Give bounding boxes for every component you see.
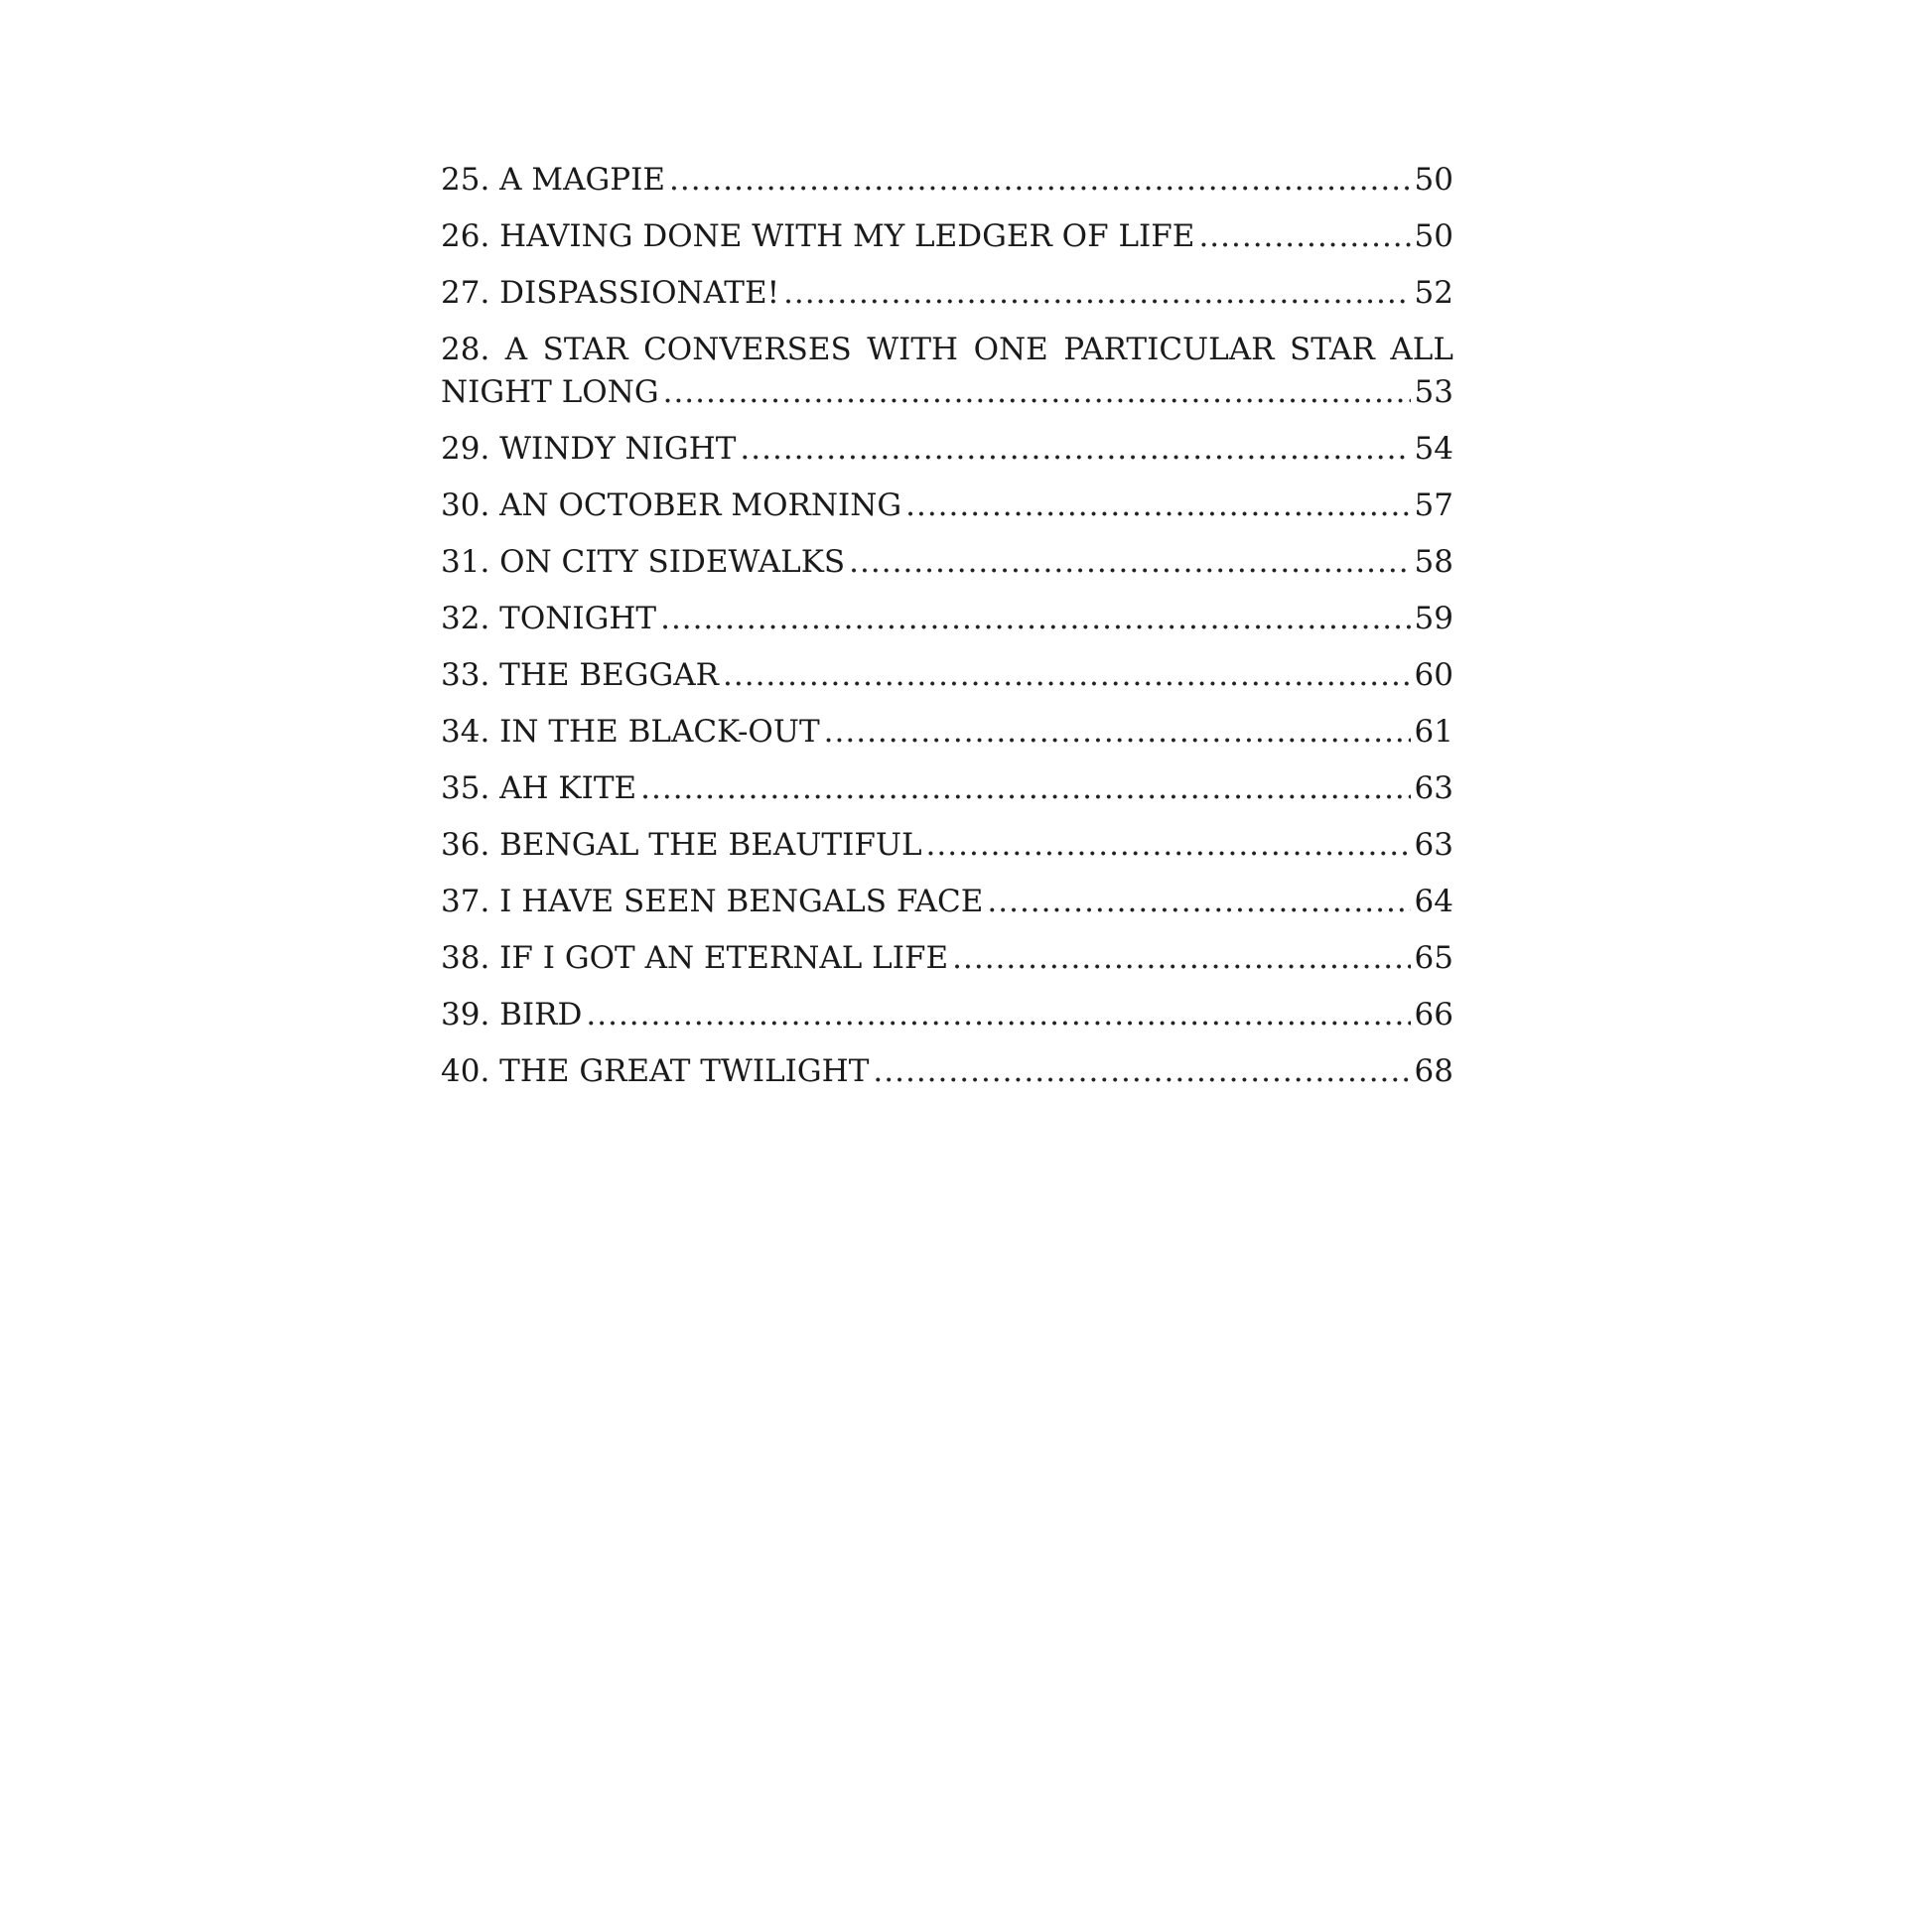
toc-entry-page: 63 [1414, 827, 1453, 863]
toc-entry-title: 25. A MAGPIE [441, 162, 666, 198]
dot-leader [640, 767, 1410, 810]
dot-leader [987, 881, 1410, 923]
toc-entry-title: 30. AN OCTOBER MORNING [441, 487, 902, 523]
toc-entry-page: 65 [1414, 940, 1453, 976]
title-word: 28. [441, 332, 490, 367]
toc-entry[interactable] [441, 824, 1453, 867]
dot-leader [873, 1050, 1410, 1093]
toc-entry[interactable] [441, 159, 1453, 202]
toc-entry-page: 61 [1414, 714, 1453, 750]
dot-leader [849, 541, 1410, 584]
toc-entry-title: 26. HAVING DONE WITH MY LEDGER OF LIFE [441, 218, 1195, 254]
dot-leader [824, 711, 1411, 754]
dot-leader [663, 371, 1411, 414]
title-word: A [504, 332, 528, 367]
toc-entry-page: 50 [1414, 162, 1453, 198]
dot-leader [783, 272, 1410, 315]
toc-entry-title: 33. THE BEGGAR [441, 657, 720, 693]
toc-entry-title: 37. I HAVE SEEN BENGALS FACE [441, 884, 984, 919]
toc-entry-title: 27. DISPASSIONATE! [441, 275, 780, 311]
toc-entry-title: 38. IF I GOT AN ETERNAL LIFE [441, 940, 949, 976]
title-word: STAR [1289, 332, 1375, 367]
toc-entry-page: 54 [1414, 431, 1453, 467]
toc-entry[interactable] [441, 881, 1453, 923]
toc-entry[interactable] [441, 937, 1453, 980]
dot-leader [669, 159, 1411, 202]
toc-entry[interactable] [441, 272, 1453, 315]
toc-entry-title: 35. AH KITE [441, 770, 637, 806]
toc-entry-title: 29. WINDY NIGHT [441, 431, 737, 467]
toc-entry-page: 57 [1414, 487, 1453, 523]
toc-entry[interactable] [441, 767, 1453, 810]
title-word: ONE [973, 332, 1048, 367]
toc-entry[interactable] [441, 215, 1453, 258]
dot-leader [660, 598, 1410, 640]
toc-entry[interactable] [441, 1050, 1453, 1093]
toc-entry-page: 59 [1414, 601, 1453, 636]
dot-leader [926, 824, 1411, 867]
dot-leader [905, 484, 1410, 527]
toc-entry-page: 64 [1414, 884, 1453, 919]
toc-entry-page: 60 [1414, 657, 1453, 693]
toc-entry[interactable] [441, 994, 1453, 1036]
toc-entry-page: 52 [1414, 275, 1453, 311]
toc-entry-title: 39. BIRD [441, 997, 583, 1033]
toc-entry-page: 66 [1414, 997, 1453, 1033]
toc-entry-title: 31. ON CITY SIDEWALKS [441, 544, 846, 580]
toc-entry-title: NIGHT LONG [441, 374, 659, 410]
toc-entry-title: 40. THE GREAT TWILIGHT [441, 1053, 870, 1089]
toc-entry-title: 36. BENGAL THE BEAUTIFUL [441, 827, 922, 863]
toc-entry-title-line1 [441, 329, 1453, 371]
dot-leader [723, 654, 1411, 697]
toc-entry-title: 34. IN THE BLACK-OUT [441, 714, 820, 750]
toc-entry-page: 58 [1414, 544, 1453, 580]
toc-entry-page: 50 [1414, 218, 1453, 254]
title-word: ALL [1390, 332, 1453, 367]
dot-leader [952, 937, 1410, 980]
toc-entry[interactable] [441, 654, 1453, 697]
toc-entry-page: 53 [1414, 374, 1453, 410]
title-word: PARTICULAR [1063, 332, 1275, 367]
title-word: STAR [542, 332, 628, 367]
toc-entry-title: 32. TONIGHT [441, 601, 657, 636]
title-word: WITH [867, 332, 959, 367]
toc-entry[interactable] [441, 598, 1453, 640]
toc-entry-title-line2 [441, 371, 1453, 414]
dot-leader [586, 994, 1410, 1036]
toc-entry-page: 68 [1414, 1053, 1453, 1089]
toc-entry-multiline[interactable] [441, 329, 1453, 414]
toc-entry-page: 63 [1414, 770, 1453, 806]
toc-entry[interactable] [441, 541, 1453, 584]
toc-entry[interactable] [441, 484, 1453, 527]
dot-leader [740, 428, 1410, 471]
table-of-contents [441, 159, 1453, 1107]
toc-entry[interactable] [441, 711, 1453, 754]
dot-leader [1198, 215, 1410, 258]
toc-entry[interactable] [441, 428, 1453, 471]
title-word: CONVERSES [643, 332, 852, 367]
